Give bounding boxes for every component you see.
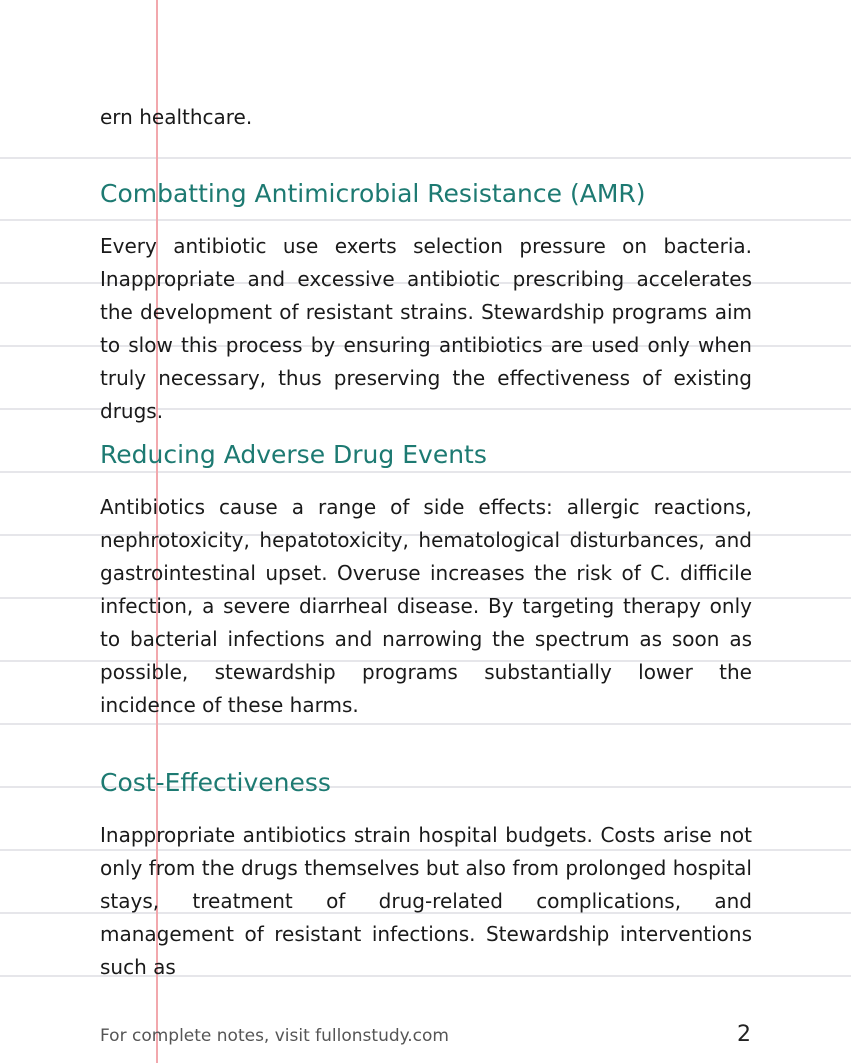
section-heading-cost: Cost-Effectiveness — [100, 768, 331, 797]
section-heading-amr: Combatting Antimicrobial Resistance (AMR) — [100, 179, 646, 208]
section-body-cost: Inappropriate antibiotics strain hospital budgets. Costs arise not only from the drugs themselves but also from prolonged hospital stays, treatment of drug-related complications, and management of resistant infections. Stewardship interventions such as — [100, 823, 752, 979]
ruled-line — [0, 219, 851, 221]
ruled-line — [0, 723, 851, 725]
section-heading-adverse-events: Reducing Adverse Drug Events — [100, 440, 487, 469]
ruled-line — [0, 471, 851, 473]
intro-tail-text: ern healthcare. — [100, 105, 253, 129]
ruled-line — [0, 157, 851, 159]
page-number: 2 — [737, 1022, 751, 1047]
section-body-amr: Every antibiotic use exerts selection pressure on bacteria. Inappropriate and excessive antibiotic prescribing accelerates the development of resistant strains. Stewardship programs aim to slow this process by ensuring antibiotics are used only when truly necessary, thus preserving the effectiveness of existing drugs. — [100, 234, 752, 423]
footer-note: For complete notes, visit fullonstudy.com — [100, 1026, 449, 1046]
section-body-adverse-events: Antibiotics cause a range of side effects: allergic reactions, nephrotoxicity, hepatotoxicity, hematological disturbances, and gastrointestinal upset. Overuse increases the risk of C. difficile infection, a severe diarrheal disease. By targeting therapy only to bacterial infections and narrowing the spectrum as soon as possible, stewardship programs substantially lower the incidence of these harms. — [100, 495, 752, 717]
